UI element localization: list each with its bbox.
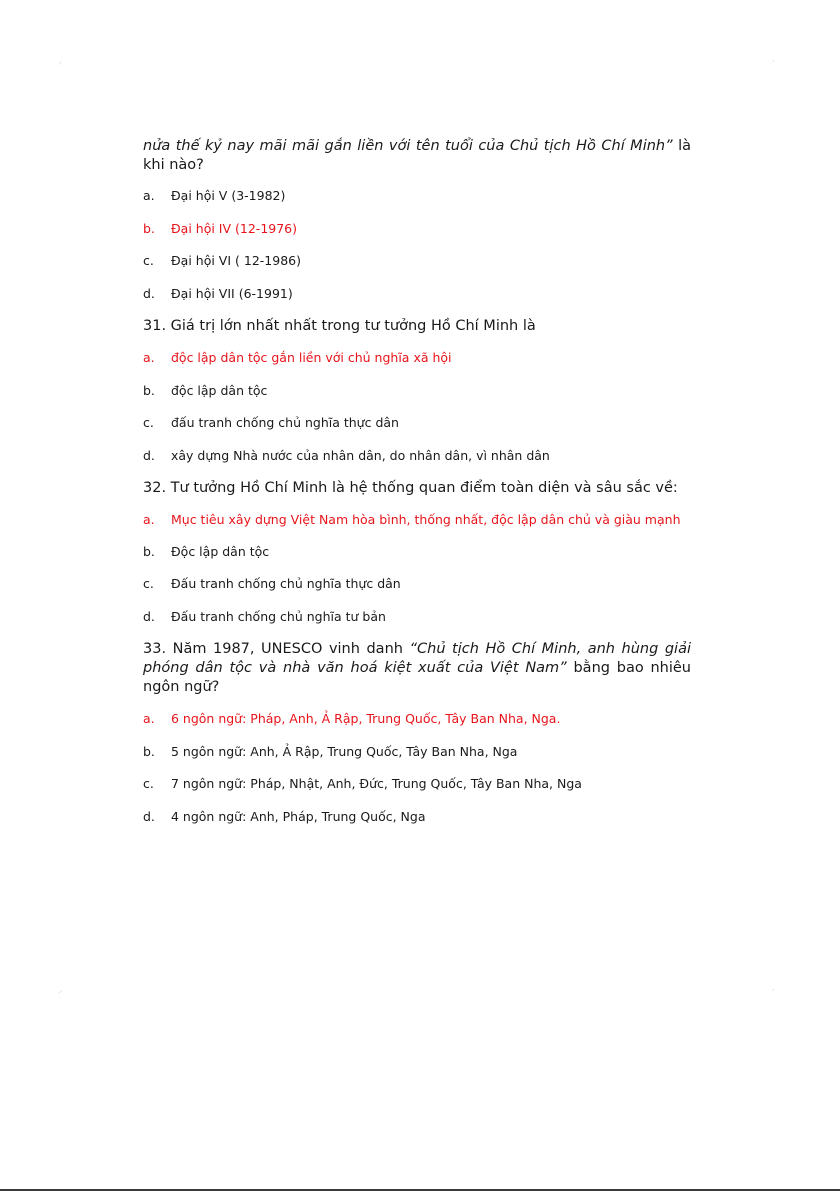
corner-mark-top-right: · xyxy=(772,57,775,67)
option-label: a. xyxy=(143,188,155,203)
question-30-italic: nửa thế kỷ nay mãi mãi gắn liền với tên tuổi của Chủ tịch Hồ Chí Minh” xyxy=(143,138,673,154)
question-32-option-c[interactable] xyxy=(143,575,691,593)
option-text: đấu tranh chống chủ nghĩa thực dân xyxy=(171,415,399,430)
option-text: xây dựng Nhà nước của nhân dân, do nhân dân, vì nhân dân xyxy=(171,447,550,463)
option-text: Độc lập dân tộc xyxy=(171,543,270,559)
question-32: 32. Tư tưởng Hồ Chí Minh là hệ thống quan điểm toàn diện và sâu sắc về: xyxy=(143,480,678,496)
question-30-tail: là khi nào? xyxy=(143,138,691,173)
question-31: 31. Giá trị lớn nhất nhất trong tư tưởng Hồ Chí Minh là xyxy=(143,318,536,334)
question-30 xyxy=(143,137,691,175)
option-label: a. xyxy=(143,512,155,527)
option-text: Đại hội IV (12-1976) xyxy=(171,220,298,236)
option-label: d. xyxy=(143,608,155,624)
option-label: c. xyxy=(143,776,154,791)
corner-mark-top-left: ⸝ xyxy=(58,57,63,67)
option-text: độc lập dân tộc gắn liền với chủ nghĩa xã hội xyxy=(171,350,452,365)
question-33 xyxy=(143,640,691,697)
question-31-option-c[interactable] xyxy=(143,414,691,432)
question-30-option-d[interactable] xyxy=(143,285,691,303)
option-text: 5 ngôn ngữ: Anh, Ả Rập, Trung Quốc, Tây Ban Nha, Nga xyxy=(171,743,518,759)
option-text: Đấu tranh chống chủ nghĩa thực dân xyxy=(171,576,401,591)
question-33-option-d[interactable] xyxy=(143,808,691,826)
question-33-head: 33. Năm 1987, UNESCO vinh danh xyxy=(143,641,410,657)
option-text: 7 ngôn ngữ: Pháp, Nhật, Anh, Đức, Trung Quốc, Tây Ban Nha, Nga xyxy=(171,776,582,791)
option-label: c. xyxy=(143,253,154,268)
option-text: 4 ngôn ngữ: Anh, Pháp, Trung Quốc, Nga xyxy=(171,808,426,824)
option-text: Đại hội V (3-1982) xyxy=(171,188,286,203)
question-31-option-d[interactable] xyxy=(143,447,691,465)
option-text: Đại hội VI ( 12-1986) xyxy=(171,253,301,268)
question-33-option-b[interactable] xyxy=(143,743,691,761)
option-text: 6 ngôn ngữ: Pháp, Anh, Ả Rập, Trung Quốc, Tây Ban Nha, Nga. xyxy=(171,711,561,726)
option-label: d. xyxy=(143,285,155,301)
question-32-option-b[interactable] xyxy=(143,543,691,561)
question-33-italic: “Chủ tịch Hồ Chí Minh, anh hùng giải phóng dân tộc và nhà văn hoá kiệt xuất của Việt Nam” xyxy=(143,641,692,676)
option-label: b. xyxy=(143,543,155,559)
question-30-option-b-correct[interactable] xyxy=(143,220,691,238)
option-label: c. xyxy=(143,576,154,591)
option-label: a. xyxy=(143,350,155,365)
corner-mark-bottom-left: ⸝ xyxy=(58,986,63,996)
question-30-option-a[interactable] xyxy=(143,187,691,205)
question-32-option-d[interactable] xyxy=(143,608,691,626)
question-33-tail: bằng bao nhiêu ngôn ngữ? xyxy=(143,660,691,695)
page-bottom-border xyxy=(0,1189,840,1191)
option-text: Đấu tranh chống chủ nghĩa tư bản xyxy=(171,608,386,624)
question-32-option-a-correct[interactable] xyxy=(143,511,691,528)
option-label: c. xyxy=(143,415,154,430)
option-label: b. xyxy=(143,743,155,759)
corner-mark-bottom-right: · xyxy=(772,986,775,996)
option-text: Mục tiêu xây dựng Việt Nam hòa bình, thống nhất, độc lập dân chủ và giàu mạnh xyxy=(171,512,681,527)
option-label: d. xyxy=(143,447,155,463)
question-33-option-a-correct[interactable] xyxy=(143,710,691,728)
option-label: d. xyxy=(143,808,155,824)
option-label: a. xyxy=(143,711,155,726)
question-33-option-c[interactable] xyxy=(143,775,691,793)
option-label: b. xyxy=(143,220,155,236)
document-content xyxy=(143,137,691,840)
question-31-option-b[interactable] xyxy=(143,382,691,400)
question-31-option-a-correct[interactable] xyxy=(143,349,691,367)
option-label: b. xyxy=(143,382,155,398)
option-text: độc lập dân tộc xyxy=(171,382,268,398)
question-30-option-c[interactable] xyxy=(143,252,691,270)
option-text: Đại hội VII (6-1991) xyxy=(171,285,293,301)
